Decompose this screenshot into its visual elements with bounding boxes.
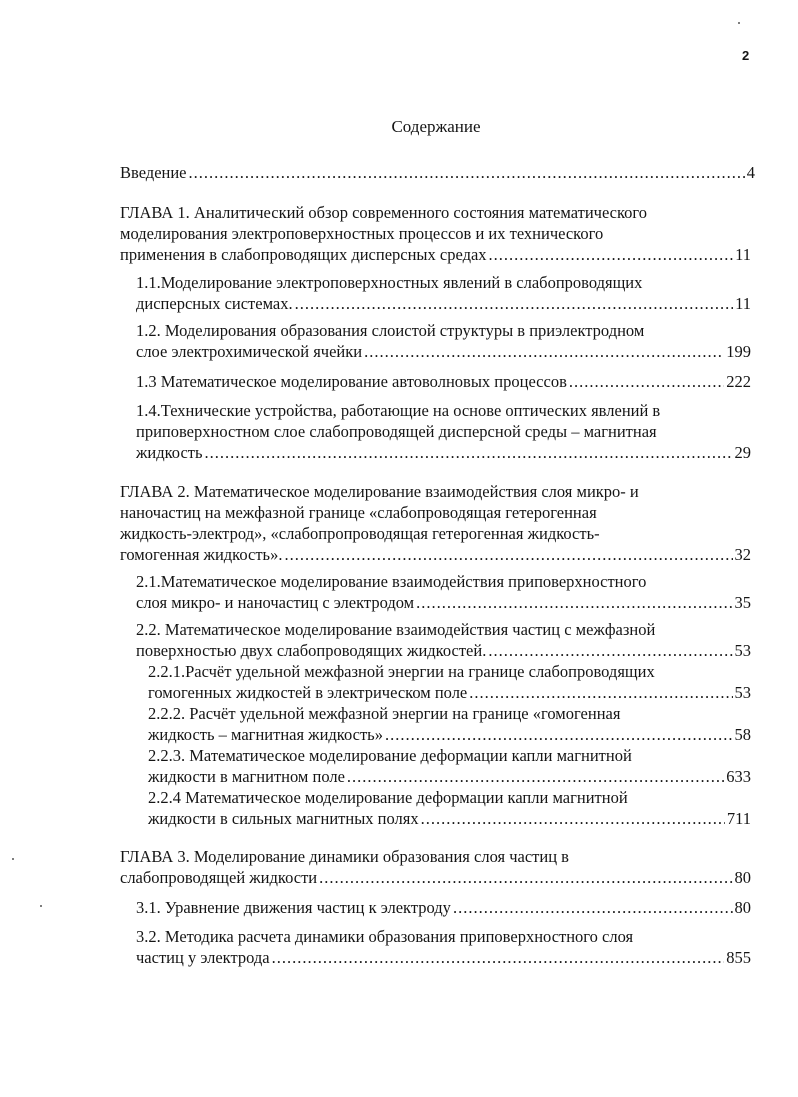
- toc-entry-page: 80: [734, 868, 751, 887]
- toc-entry-1-4[interactable]: [136, 400, 751, 463]
- toc-entry-2-2-3[interactable]: [148, 745, 751, 787]
- toc-entry-page: 199: [726, 342, 751, 361]
- dot-leader: [284, 544, 732, 565]
- dot-leader: [205, 442, 733, 463]
- toc-entry-page: 58: [734, 725, 751, 744]
- toc-entry-line: ГЛАВА 3. Моделирование динамики образования слоя частиц в: [120, 847, 569, 866]
- toc-entry-label: применения в слабопроводящих дисперсных средах: [120, 245, 487, 264]
- dot-leader: [319, 867, 732, 888]
- toc-entry-label: 1.3 Математическое моделирование автоволновых процессов: [136, 372, 567, 391]
- dot-leader: [421, 808, 725, 829]
- toc-entry-label: частиц у электрода: [136, 948, 270, 967]
- toc-entry-page: 53: [734, 641, 751, 660]
- toc-entry-line: наночастиц на межфазной границе «слабопроводящая гетерогенная: [120, 503, 597, 522]
- toc-entry-line: 1.4.Технические устройства, работающие на основе оптических явлений в: [136, 401, 661, 420]
- toc-entry-1-3[interactable]: [136, 371, 751, 392]
- toc-entry-page: 711: [726, 809, 751, 828]
- dot-leader: [488, 640, 732, 661]
- dot-leader: [189, 162, 745, 183]
- toc-entry-label: жидкости в магнитном поле: [148, 767, 345, 786]
- toc-entry-2-2-4[interactable]: [148, 787, 751, 829]
- dot-leader: [469, 682, 732, 703]
- page-number: 2: [742, 48, 750, 63]
- toc-entry-line: жидкость-электрод», «слабопропроводящая гетерогенная жидкость-: [120, 524, 600, 543]
- toc-entry-1-1[interactable]: [136, 272, 751, 314]
- toc-entry-page: 35: [734, 593, 751, 612]
- toc-entry-line: 2.2.1.Расчёт удельной межфазной энергии на границе слабопроводящих: [148, 662, 655, 681]
- toc-entry-line: 1.2. Моделирования образования слоистой структуры в приэлектродном: [136, 321, 645, 340]
- toc-entry-chapter-2[interactable]: [120, 481, 751, 565]
- toc-entry-line: ГЛАВА 1. Аналитический обзор современного состояния математического: [120, 203, 648, 222]
- toc-entry-line: приповерхностном слое слабопроводящей дисперсной среды – магнитная: [136, 422, 657, 441]
- toc-entry-page: 11: [735, 294, 751, 313]
- toc-entry-label: поверхностью двух слабопроводящих жидкостей.: [136, 641, 487, 660]
- scan-speck: [738, 22, 740, 24]
- toc-entry-page: 633: [726, 767, 751, 786]
- dot-leader: [489, 244, 734, 265]
- toc-entry-page: 32: [734, 545, 751, 564]
- toc-entry-page: 80: [734, 898, 751, 917]
- toc-entry-page: 855: [726, 948, 751, 967]
- toc-entry-page: 53: [734, 683, 751, 702]
- toc-entry-2-1[interactable]: [136, 571, 751, 613]
- toc-entry-label: слоя микро- и наночастиц с электродом: [136, 593, 415, 612]
- dot-leader: [416, 592, 732, 613]
- toc-entry-2-2-1[interactable]: [148, 661, 751, 703]
- toc-entry-label: дисперсных системах.: [136, 294, 293, 313]
- dot-leader: [364, 341, 724, 362]
- toc-entry-page: 11: [735, 245, 751, 264]
- toc-entry-page: 222: [726, 372, 751, 391]
- toc-entry-page: 4: [746, 163, 755, 182]
- dot-leader: [347, 766, 724, 787]
- toc-entry-line: 1.1.Моделирование электроповерхностных явлений в слабопроводящих: [136, 273, 643, 292]
- dot-leader: [272, 947, 725, 968]
- toc-entry-label: жидкость: [136, 443, 203, 462]
- toc-entry-line: 2.1.Математическое моделирование взаимодействия приповерхностного: [136, 572, 647, 591]
- toc-entry-label: 3.1. Уравнение движения частиц к электроду: [136, 898, 451, 917]
- dot-leader: [295, 293, 734, 314]
- toc-entry-label: слабопроводящей жидкости: [120, 868, 318, 887]
- toc-entry-line: 2.2.2. Расчёт удельной межфазной энергии на границе «гомогенная: [148, 704, 621, 723]
- toc-entry-label: жидкости в сильных магнитных полях: [148, 809, 419, 828]
- toc-entry-2-2-2[interactable]: [148, 703, 751, 745]
- scan-speck: [12, 858, 14, 860]
- toc-entry-label: Введение: [120, 163, 187, 182]
- dot-leader: [569, 371, 724, 392]
- scan-speck: [40, 905, 42, 907]
- toc-entry-2-2[interactable]: [136, 619, 751, 661]
- toc-entry-line: моделирования электроповерхностных процессов и их технического: [120, 224, 604, 243]
- toc-entry-introduction[interactable]: [120, 162, 755, 183]
- toc-entry-3-1[interactable]: [136, 897, 751, 918]
- toc-title: Содержание: [391, 117, 481, 136]
- toc-entry-label: жидкость – магнитная жидкость»: [148, 725, 383, 744]
- toc-entry-line: ГЛАВА 2. Математическое моделирование взаимодействия слоя микро- и: [120, 482, 639, 501]
- toc-entry-line: 2.2.3. Математическое моделирование деформации капли магнитной: [148, 746, 632, 765]
- toc-entry-label: гомогенная жидкость».: [120, 545, 283, 564]
- toc-entry-chapter-3[interactable]: [120, 846, 751, 888]
- toc-entry-label: слое электрохимической ячейки: [136, 342, 363, 361]
- dot-leader: [453, 897, 733, 918]
- toc-entry-label: гомогенных жидкостей в электрическом поле: [148, 683, 468, 702]
- toc-entry-3-2[interactable]: [136, 926, 751, 968]
- toc-entry-line: 2.2.4 Математическое моделирование деформации капли магнитной: [148, 788, 628, 807]
- toc-entry-chapter-1[interactable]: [120, 202, 751, 265]
- toc-entry-1-2[interactable]: [136, 320, 751, 362]
- toc-entry-line: 2.2. Математическое моделирование взаимодействия частиц с межфазной: [136, 620, 656, 639]
- toc-entry-page: 29: [734, 443, 751, 462]
- toc-entry-line: 3.2. Методика расчета динамики образования приповерхностного слоя: [136, 927, 634, 946]
- dot-leader: [385, 724, 733, 745]
